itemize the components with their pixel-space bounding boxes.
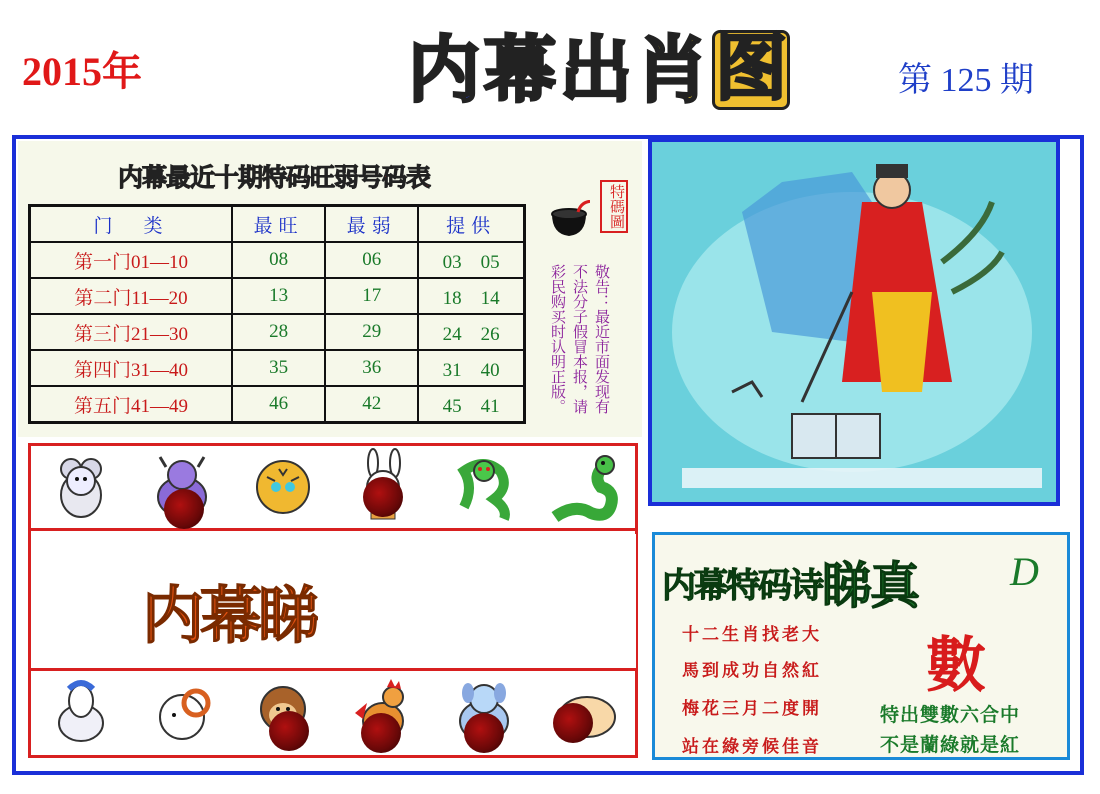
poem-line: 站在綠旁候佳音 <box>682 737 822 757</box>
poem-title <box>662 546 918 618</box>
provide-cell: 03 05 <box>418 242 524 278</box>
poem-hint: 特出雙數六合中 <box>880 704 1021 726</box>
scholar-painting <box>648 138 1060 506</box>
rabbit-icon <box>343 447 423 527</box>
snake-icon <box>545 447 625 527</box>
provide-cell: 18 14 <box>418 278 524 314</box>
horse-icon <box>41 673 121 753</box>
title-char: 肖 <box>636 28 709 112</box>
zodiac-row-bottom <box>28 668 638 758</box>
poem-line: 十二生肖找老大 <box>682 625 822 645</box>
pot-icon <box>548 200 590 240</box>
table-row <box>30 278 525 314</box>
zodiac-row-top <box>28 443 638 531</box>
col-header: 门 类 <box>30 206 233 243</box>
table-row <box>30 314 525 350</box>
provide-cell: 45 41 <box>418 386 524 423</box>
hot-cell: 46 <box>232 386 325 423</box>
cold-cell: 29 <box>325 314 418 350</box>
title-char: 幕 <box>484 28 557 112</box>
painting-image <box>652 142 1056 502</box>
title-char: 图 <box>712 30 790 110</box>
poem-title-small: 内幕特码诗 <box>662 566 822 606</box>
pig-icon <box>545 673 625 753</box>
col-header: 最弱 <box>325 206 418 243</box>
stamp-label: 特碼圖 <box>600 180 628 233</box>
col-header: 最旺 <box>232 206 325 243</box>
cold-cell: 36 <box>325 350 418 386</box>
middle-banner-text: 内幕睇 <box>142 579 317 652</box>
door-cell: 第三门21—30 <box>30 314 233 350</box>
table-row <box>30 242 525 278</box>
dog-icon <box>444 673 524 753</box>
col-header: 提供 <box>418 206 524 243</box>
table-row <box>30 386 525 423</box>
title-char: 出 <box>560 28 633 112</box>
poem-line: 梅花三月二度開 <box>682 699 822 719</box>
marker <box>269 711 309 751</box>
tiger-icon <box>243 447 323 527</box>
cold-cell: 42 <box>325 386 418 423</box>
issue-number: 第 125 期 <box>898 62 1034 99</box>
poem-title-big: 睇真 <box>822 557 918 615</box>
title-char: 内 <box>408 28 481 112</box>
poem-hint: 不是蘭綠就是紅 <box>880 734 1021 756</box>
goat-icon <box>142 673 222 753</box>
ox-icon <box>142 447 222 527</box>
page-title <box>408 26 790 112</box>
door-cell: 第二门11—20 <box>30 278 233 314</box>
provide-cell: 31 40 <box>418 350 524 386</box>
blank-area <box>318 534 636 668</box>
hot-cell: 08 <box>232 242 325 278</box>
number-table <box>28 204 526 424</box>
marker <box>164 489 204 529</box>
hot-cell: 35 <box>232 350 325 386</box>
rat-icon <box>41 447 121 527</box>
hot-cell: 13 <box>232 278 325 314</box>
poem-line: 馬到成功自然紅 <box>682 661 822 681</box>
rooster-icon <box>343 673 423 753</box>
door-cell: 第五门41—49 <box>30 386 233 423</box>
door-cell: 第四门31—40 <box>30 350 233 386</box>
table-row <box>30 350 525 386</box>
hot-cell: 28 <box>232 314 325 350</box>
dragon-icon <box>444 447 524 527</box>
cold-cell: 17 <box>325 278 418 314</box>
marker <box>464 713 504 753</box>
poem-title-d: D <box>1010 549 1039 594</box>
marker <box>553 703 593 743</box>
provide-cell: 24 26 <box>418 314 524 350</box>
door-cell: 第一门01—10 <box>30 242 233 278</box>
poem-big-char: 數 <box>926 631 986 701</box>
table-title: 内幕最近十期特码旺弱号码表 <box>118 163 431 192</box>
cold-cell: 06 <box>325 242 418 278</box>
monkey-icon <box>243 673 323 753</box>
notice-text: 敬告：最近市面发现有不法分子假冒本报，请彩民购买时认明正版。 <box>549 264 609 414</box>
table-header-row <box>30 206 525 243</box>
year-label: 2015年 <box>22 49 142 94</box>
